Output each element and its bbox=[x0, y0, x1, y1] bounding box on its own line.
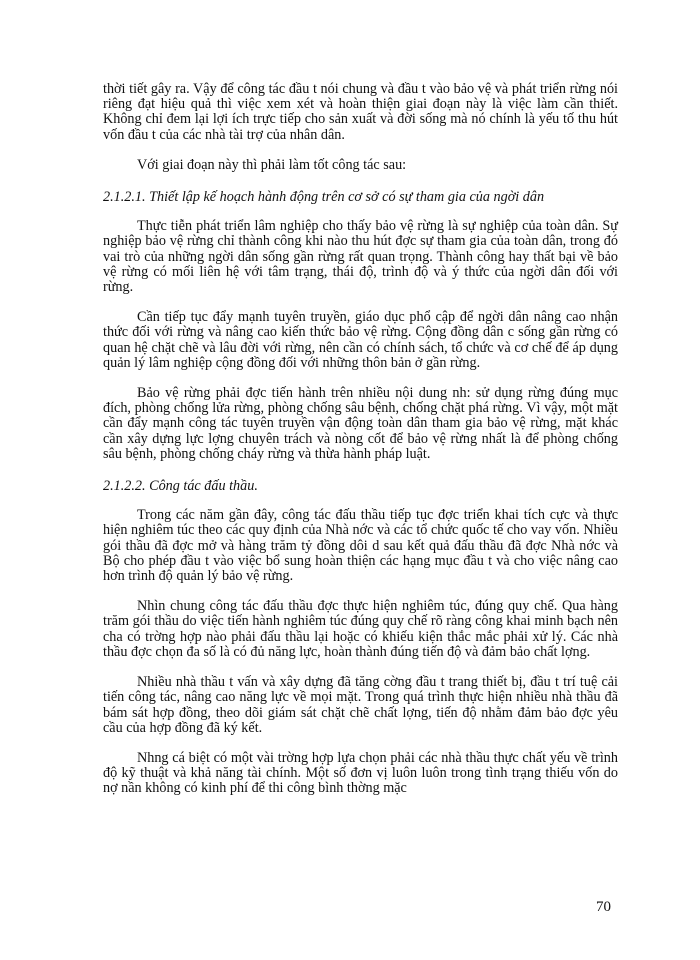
page-number: 70 bbox=[596, 899, 611, 915]
paragraph-participation: Thực tiễn phát triển lâm nghiệp cho thấy bảo vệ rừng là sự nghiệp của toàn dân. Sự nghiệp bảo vệ rừng chỉ thành công khi nào thu hút đợc sự tham gia của toàn dân, trong đó vai trò của những ngời dân sống gần rừng rất quan trọng. Thành công hay thất bại về bảo vệ rừng có mối liên hệ với tâm trạng, thái độ, trình độ và ý thức của ngời dân đối với rừng. bbox=[103, 218, 618, 296]
paragraph-intro: thời tiết gây ra. Vậy để công tác đầu t nói chung và đầu t vào bảo vệ và phát triển rừng nói riêng đạt hiệu quả thì việc xem xét và hoàn thiện giai đoạn này là việc làm cần thiết. Không chỉ đem lại lợi ích trực tiếp cho sản xuất và đời sống mà nó chính là yếu tố thu hút vốn đầu t của các nhà tài trợ của nhân dân. bbox=[103, 81, 618, 143]
paragraph-forest-protection: Bảo vệ rừng phải đợc tiến hành trên nhiều nội dung nh: sử dụng rừng đúng mục đích, phòng chống lửa rừng, phòng chống sâu bệnh, chống chặt phá rừng. Vì vậy, một mặt cần đẩy mạnh công tác tuyên truyền vận động toàn dân tham gia bảo vệ rừng, mặt khác cần xây dựng lực lợng chuyên trách và nòng cốt để bảo vệ rừng nhất là để phòng chống sâu bệnh, phòng chống cháy rừng và thừa hành pháp luật. bbox=[103, 385, 618, 462]
paragraph-exceptions: Nhng cá biệt có một vài trờng hợp lựa chọn phải các nhà thầu thực chất yếu về trình độ kỹ thuật và khả năng tài chính. Một số đơn vị luôn luôn trong tình trạng thiếu vốn do nợ nần không có kinh phí để thi công bình thờng mặc bbox=[103, 749, 618, 797]
paragraph-stage: Với giai đoạn này thì phải làm tốt công tác sau: bbox=[137, 156, 407, 173]
document-body bbox=[103, 82, 618, 797]
paragraph-propaganda: Cần tiếp tục đẩy mạnh tuyên truyền, giáo dục phổ cập để ngời dân nâng cao nhận thức đối với rừng và nâng cao kiến thức bảo vệ rừng. Cộng đồng dân c sống gần rừng có quan hệ chặt chẽ và lâu đời với rừng, nên cần có chính sách, tổ chức và cơ chế để áp dụng quản lý lâm nghiệp cộng đồng đối với những thôn bản ở gần rừng. bbox=[103, 309, 618, 371]
paragraph-bidding-overall: Nhìn chung công tác đấu thầu đợc thực hiện nghiêm túc, đúng quy chế. Qua hàng trăm gói thầu do việc tiến hành nghiêm túc đúng quy chế rõ ràng công khai minh bạch nên cha có trờng hợp nào phải đấu thầu lại hoặc có khiếu kiện thắc mắc phải xử lý. Các nhà thầu đợc chọn đa số là có đủ năng lực, hoàn thành đúng tiến độ và đảm bảo chất lợng. bbox=[103, 598, 618, 660]
section-heading-2-1-2-1: 2.1.2.1. Thiết lập kế hoạch hành động trên cơ sở có sự tham gia của ngời dân bbox=[103, 189, 545, 206]
paragraph-bidding-recent: Trong các năm gần đây, công tác đấu thầu tiếp tục đợc triển khai tích cực và thực hiện nghiêm túc theo các quy định của Nhà nớc và các tổ chức quốc tế cho vay vốn. Nhiều gói thầu đã đợc mở và hàng trăm tỷ đồng dôi d sau kết quả đấu thầu đã đợc Nhà nớc và Bộ cho phép đầu t vào việc bổ sung hoàn thiện các hạng mục đầu t và cho việc nâng cao hơn trình độ quản lý bảo vệ rừng. bbox=[103, 507, 618, 585]
section-heading-2-1-2-2: 2.1.2.2. Công tác đấu thầu. bbox=[103, 478, 258, 495]
paragraph-contractors: Nhiều nhà thầu t vấn và xây dựng đã tăng cờng đầu t trang thiết bị, đầu t trí tuệ cải tiến công tác, nâng cao năng lực về mọi mặt. Trong quá trình thực hiện nhiều nhà thầu đã bám sát hợp đồng, theo dõi giám sát chặt chẽ chất lợng, tiến độ nhằm đảm bảo đợc yêu cầu của hợp đồng đã ký kết. bbox=[103, 674, 618, 736]
